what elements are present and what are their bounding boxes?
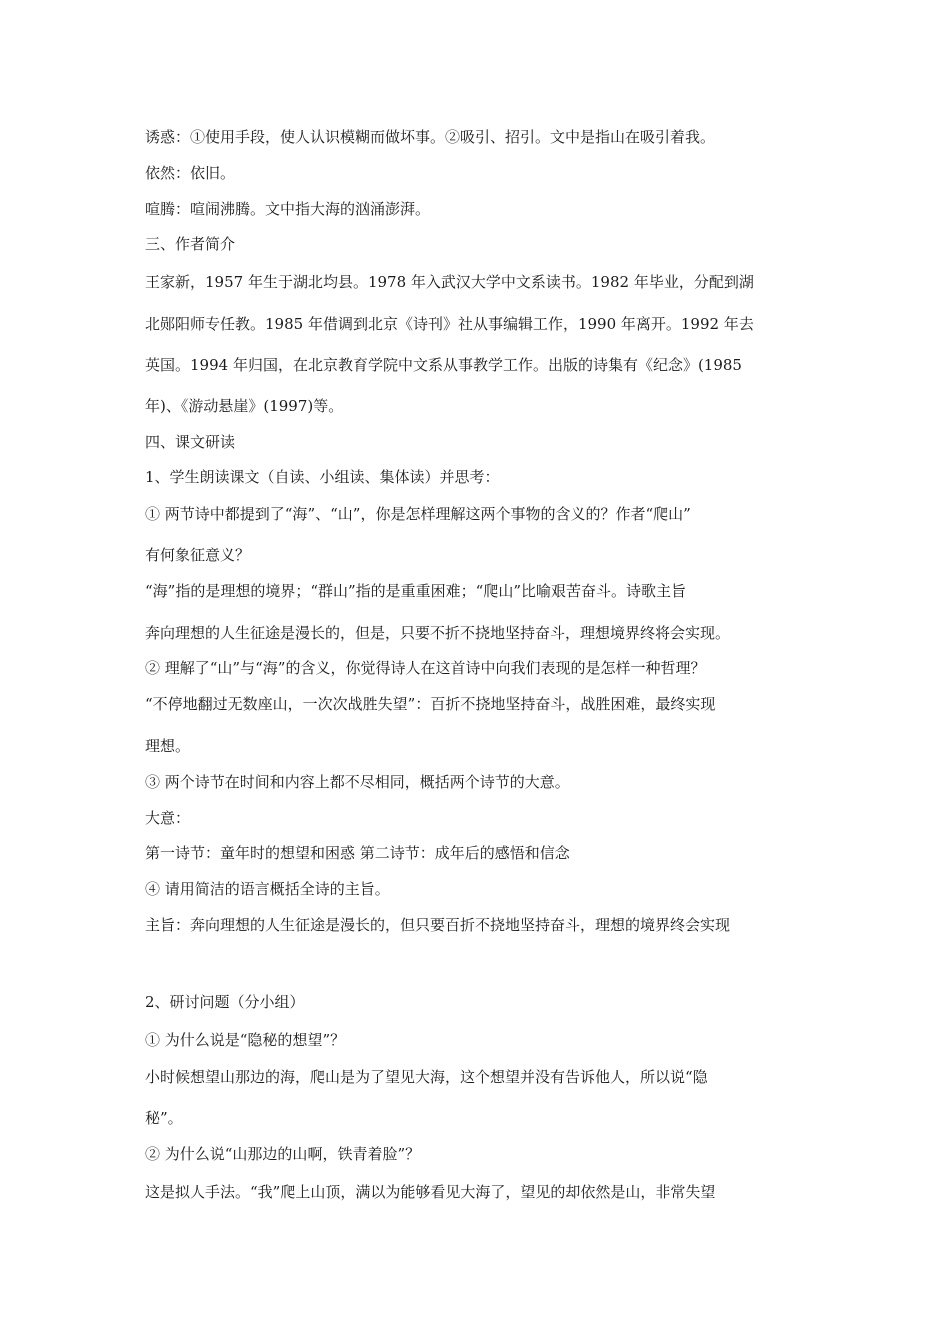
section-heading-author: 三、作者简介 [145,235,236,253]
answer-line: 主旨：奔向理想的人生征途是漫长的，但只要百折不挠地坚持奋斗，理想的境界终会实现 [145,916,731,934]
answer-line: “海”指的是理想的境界；“群山”指的是重重困难；“爬山”比喻艰苦奋斗。诗歌主旨 [145,582,687,600]
text-line-definition-yiran: 依然：依旧。 [145,164,236,182]
question-line: ① 为什么说是“隐秘的想望”？ [145,1031,346,1049]
sub-heading-discussion: 2、研讨问题（分小组） [145,993,305,1011]
text-line-definition-xuanteng: 喧腾：喧闹沸腾。文中指大海的汹涌澎湃。 [145,200,431,218]
text-line: 北郧阳师专任教。1985 年借调到北京《诗刊》社从事编辑工作，1990 年离开。1992 年去 [145,315,754,333]
question-line: ① 两节诗中都提到了“海”、“山”，你是怎样理解这两个事物的含义的？作者“爬山” [145,505,691,523]
text-line: 王家新，1957 年生于湖北均县。1978 年入武汉大学中文系读书。1982 年毕业，分配到湖 [145,273,754,291]
text-line: 年)、《游动悬崖》(1997)等。 [145,397,344,415]
question-line: ② 理解了“山”与“海”的含义，你觉得诗人在这首诗中向我们表现的是怎样一种哲理？ [145,659,706,677]
answer-label: 大意： [145,809,191,827]
section-heading-text-study: 四、课文研读 [145,433,236,451]
question-line: 有何象征意义？ [145,546,251,564]
question-line: ④ 请用简洁的语言概括全诗的主旨。 [145,880,390,898]
sub-heading-reading: 1、学生朗读课文（自读、小组读、集体读）并思考： [145,468,500,486]
question-line: ② 为什么说“山那边的山啊，铁青着脸”？ [145,1145,421,1163]
answer-line: 小时候想望山那边的海，爬山是为了望见大海，这个想望并没有告诉他人，所以说“隐 [145,1068,708,1086]
answer-line: 这是拟人手法。“我”爬上山顶，满以为能够看见大海了，望见的却依然是山，非常失望 [145,1183,716,1201]
text-line-definition-youhuo: 诱惑：①使用手段，使人认识模糊而做坏事。②吸引、招引。文中是指山在吸引着我。 [145,128,716,146]
answer-line: 第一诗节：童年时的想望和困惑 第二诗节：成年后的感悟和信念 [145,844,570,862]
question-line: ③ 两个诗节在时间和内容上都不尽相同，概括两个诗节的大意。 [145,773,570,791]
answer-line: 理想。 [145,737,191,755]
answer-line: “不停地翻过无数座山，一次次战胜失望”：百折不挠地坚持奋斗，战胜困难，最终实现 [145,695,716,713]
answer-line: 秘”。 [145,1109,183,1127]
answer-line: 奔向理想的人生征途是漫长的，但是，只要不折不挠地坚持奋斗，理想境界终将会实现。 [145,624,731,642]
text-line: 英国。1994 年归国，在北京教育学院中文系从事教学工作。出版的诗集有《纪念》(1985 [145,356,742,374]
